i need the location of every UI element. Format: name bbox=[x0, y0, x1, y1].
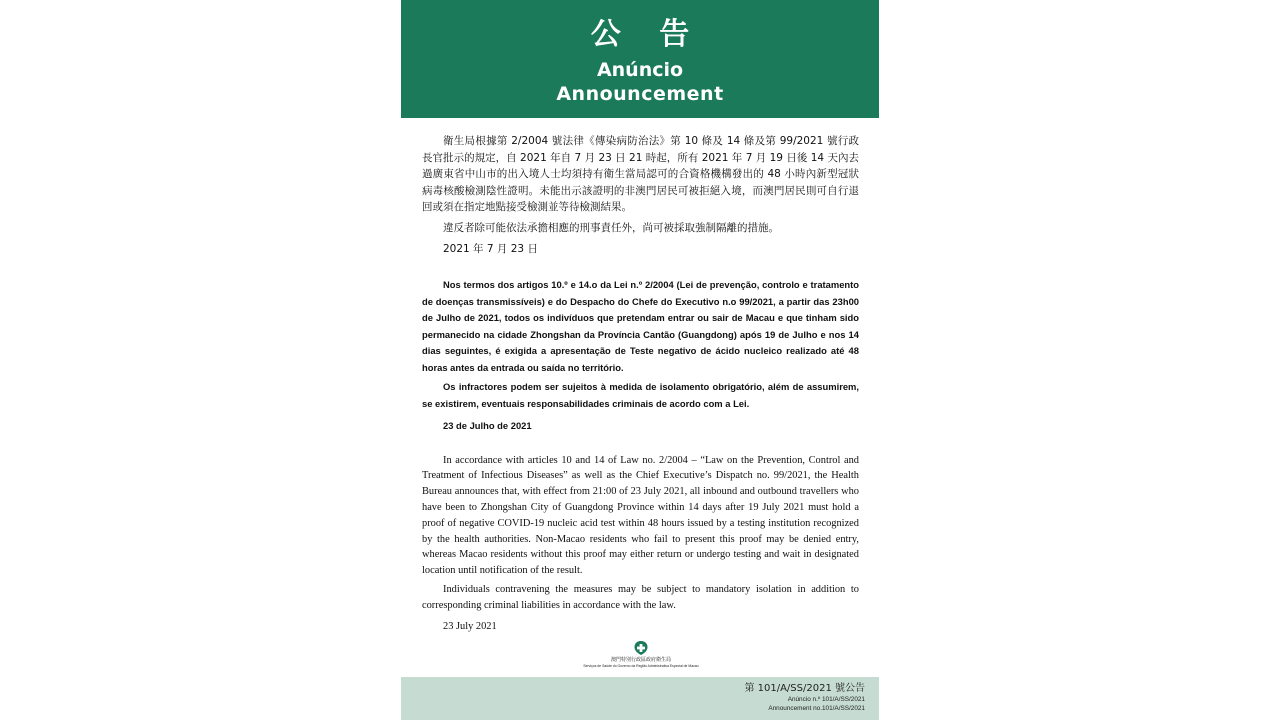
title-english: Announcement bbox=[556, 83, 724, 105]
announcement-footer bbox=[401, 677, 879, 720]
title-portuguese: Anúncio bbox=[596, 59, 684, 81]
announcement-header bbox=[401, 0, 879, 118]
chinese-paragraph-1: 衛生局根據第 2/2004 號法律《傳染病防治法》第 10 條及 14 條及第 99/2021 號行政長官批示的規定，自 2021 年自 7 月 23 日 21 時起，所有 2021 年 7 月 19 日後 14 天內去過廣東省中山市的出入境人士均須持有衛生當局認可的合資格機構發出的 48 小時內新型冠狀病毒核酸檢測陰性證明。未能出示該證明的非澳門居民可被拒絕入境，而澳門居民則可自行退回或須在指定地點接受檢測並等待檢測結果。 bbox=[422, 135, 859, 214]
chinese-section bbox=[422, 133, 859, 257]
health-bureau-logo bbox=[579, 640, 703, 674]
portuguese-paragraph-2: Os infractores podem ser sujeitos à medida de isolamento obrigatório, além de assumirem, se existirem, eventuais responsabilidades criminais de acordo com a Lei. bbox=[422, 381, 859, 409]
reference-number-english: Announcement no.101/A/SS/2021 bbox=[768, 705, 865, 712]
title-chinese: 公 告 bbox=[590, 17, 704, 52]
english-paragraph-2: Individuals contravening the measures may be subject to mandatory isolation in addition to corresponding criminal liabilities in accordance with the law. bbox=[422, 584, 859, 611]
chinese-date: 2021 年 7 月 23 日 bbox=[443, 242, 538, 255]
announcement-body bbox=[422, 133, 859, 634]
chinese-paragraph-2: 違反者除可能依法承擔相應的刑事責任外，尚可被採取強制隔離的措施。 bbox=[443, 221, 779, 234]
logo-name-chinese: 澳門特別行政區政府衛生局 bbox=[610, 657, 671, 663]
logo-name-portuguese: Serviços de Saúde do Governo da Região Administrativa Especial de Macau bbox=[583, 664, 699, 668]
english-section bbox=[422, 453, 859, 635]
english-paragraph-1: In accordance with articles 10 and 14 of Law no. 2/2004 – “Law on the Prevention, Control and Treatment of Infectious Diseases” as well as the Chief Executive’s Dispatch no. 99/2021, the Health Bureau announces that, with effect from 21:00 of 23 July 2021, all inbound and outbound travellers who have been to Zhongshan City of Guangdong Province within 14 days after 19 July 2021 must hold a proof of negative COVID-19 nucleic acid test within 48 hours issued by a testing institution recognized by the health authorities. Non-Macao residents who fail to present this proof may be denied entry, whereas Macao residents without this proof may either return or undergo testing and wait in designated location until notification of the result. bbox=[422, 454, 859, 577]
english-date: 23 July 2021 bbox=[443, 620, 497, 632]
portuguese-date: 23 de Julho de 2021 bbox=[443, 420, 532, 432]
announcement-document bbox=[401, 0, 879, 720]
reference-number-portuguese: Anúncio n.º 101/A/SS/2021 bbox=[787, 696, 865, 703]
reference-number-chinese: 第 101/A/SS/2021 號公告 bbox=[744, 683, 865, 694]
health-bureau-emblem-icon bbox=[633, 640, 649, 656]
portuguese-section bbox=[422, 277, 859, 435]
portuguese-paragraph-1: Nos termos dos artigos 10.º e 14.o da Lei n.º 2/2004 (Lei de prevenção, controlo e tratamento de doenças transmissíveis) e do Despacho do Chefe do Executivo n.o 99/2021, a partir das 23h00 de Julho de 2021, todos os indivíduos que pretendam entrar ou sair de Macau e que tinham sido permanecido na cidade Zhongshan da Província Cantão (Guangdong) após 19 de Julho e nos 14 dias seguintes, é exigida a apresentação de Teste negativo de ácido nucleico realizado até 48 horas antes da entrada ou saída no território. bbox=[422, 279, 859, 373]
